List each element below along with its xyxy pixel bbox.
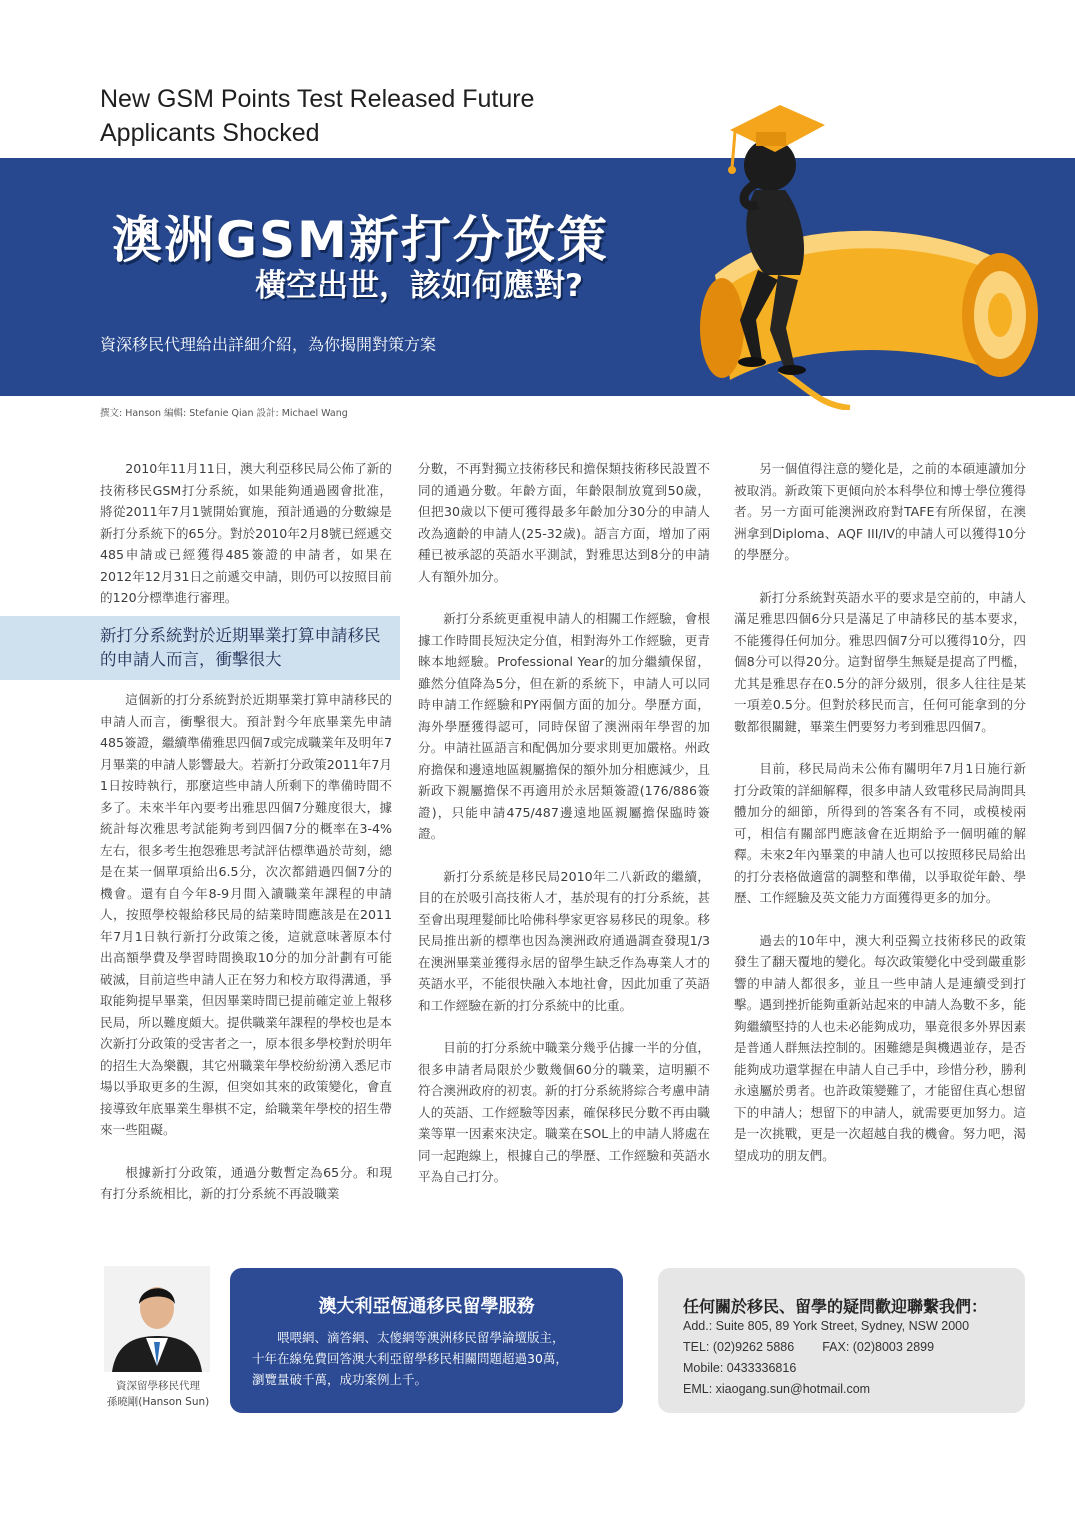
agent-name: 孫曉剛(Hanson Sun) <box>106 1396 210 1408</box>
english-title-line2: Applicants Shocked <box>100 119 320 147</box>
contact-title: 任何關於移民、留學的疑問歡迎聯繫我們： <box>683 1297 988 1316</box>
article-column-3 <box>734 458 1026 1187</box>
agent-title: 資深留學移民代理 <box>116 1380 200 1392</box>
contact-tel: TEL: (02)9262 5886 <box>683 1340 795 1354</box>
pull-quote: 新打分系統對於近期畢業打算申請移民的申請人而言，衝擊很大 <box>100 626 381 669</box>
english-title <box>100 82 620 150</box>
person-portrait-icon <box>104 1266 210 1372</box>
article-column-1-continued <box>100 689 392 1226</box>
contact-details <box>683 1316 969 1400</box>
service-line: 十年在線免費回答澳大利亞留學移民相關問題超過30萬， <box>252 1351 568 1366</box>
tagline: 資深移民代理給出詳細介紹，為你揭開對策方案 <box>100 335 437 354</box>
credits-line: 撰文: Hanson 編輯: Stefanie Qian 設計: Michael Wang <box>100 408 348 419</box>
service-description <box>252 1327 606 1390</box>
paragraph: 分數，不再對獨立技術移民和擔保類技術移民設置不同的通過分數。年齡方面，年齡限制放寬到50歲，但把30歲以下便可獲得最多年齡加分30分的申請人改為適齡的申請人(25-32歲)。語言方面，增加了兩種已被承認的英語水平測試，對雅思达到8分的申請人有額外加分。 <box>418 461 710 584</box>
contact-mobile: Mobile: 0433336816 <box>683 1361 797 1375</box>
service-line: 瀏覽量破千萬，成功案例上千。 <box>252 1372 428 1387</box>
subheadline: 橫空出世，該如何應對? <box>255 268 583 304</box>
paragraph: 目前，移民局尚未公佈有關明年7月1日施行新打分政策的詳細解釋，很多申請人致電移民局詢問具體加分的細節，所得到的答案各有不同，或模棱兩可，相信有關部門應該會在近期給予一個明確的解釋。未來2年內畢業的申請人也可以按照移民局給出的打分表格做適當的調整和準備，以爭取從年齡、學歷、工作經驗及英文能力方面獲得更多的加分。 <box>734 761 1026 905</box>
contact-address: Add.: Suite 805, 89 York Street, Sydney, NSW 2000 <box>683 1319 970 1333</box>
paragraph: 這個新的打分系統對於近期畢業打算申請移民的申請人而言，衝擊很大。預計對今年底畢業先申請485簽證，繼續準備雅思四個7或完成職業年及明年7月畢業的申請人影響最大。若新打分政策2011年7月1日按時執行，那麼這些申請人所剩下的準備時間不多了。未來半年內要考出雅思四個7分難度很大，據統計每次雅思考試能夠考到四個7分的概率在3-4%左右，很多考生抱怨雅思考試評估標準過於苛刻，總是在某一個單項給出6.5分，次次都錯過四個7分的機會。還有自今年8-9月間入讀職業年課程的申請人，按照學校報給移民局的結業時間應該是在2011年7月1日執行新打分政策之後，這就意味著原本付出高額學費及學習時間換取10分的加分計劃有可能破滅，目前這些申請人正在努力和校方取得溝通，爭取能夠提早畢業，但因畢業時間已提前確定並上報移民局，所以難度頗大。提供職業年課程的學校也是本次新打分政策的受害者之一，原本很多學校對於明年的招生大為樂觀，其它州職業年學校紛紛湧入悉尼市場以爭取更多的生源，但突如其來的政策變化，會直接導致年底畢業生舉棋不定，給職業年學校的招生帶來一些阻礙。 <box>100 692 392 1137</box>
paragraph: 新打分系統對英語水平的要求是空前的，申請人滿足雅思四個6分只是滿足了申請移民的基本要求，不能獲得任何加分。雅思四個7分可以獲得10分，四個8分可以得20分。這對留學生無疑是提高了門檻，尤其是雅思存在0.5分的評分級別，很多人往往是某一項差0.5分。但對於移民而言，任何可能拿到的分數都很關鍵，畢業生們要努力考到雅思四個7。 <box>734 589 1026 734</box>
service-title: 澳大利亞恆通移民留學服務 <box>318 1296 535 1317</box>
contact-email[interactable]: EML: xiaogang.sun@hotmail.com <box>683 1382 871 1396</box>
article-column-1 <box>100 458 392 630</box>
paragraph: 過去的10年中，澳大利亞獨立技術移民的政策發生了翻天覆地的變化。每次政策變化中受到嚴重影響的申請人都很多，並且一些申請人是連續受到打擊。遇到挫折能夠重新站起來的申請人為數不多，能夠繼續堅持的人也未必能夠成功，畢竟很多外界因素是普通人群無法控制的。困難總是與機遇並存，是否能夠成功還掌握在申請人自己手中，珍惜分秒，勝利永遠屬於勇者。也許政策變難了，才能留住真心想留下的申請人；想留下的申請人，就需要更加努力。這是一次挑戰，更是一次超越自我的機會。努力吧，渴望成功的朋友們。 <box>734 932 1026 1163</box>
paragraph: 根據新打分政策，通過分數暫定為65分。和現有打分系統相比，新的打分系統不再設職業 <box>100 1164 392 1201</box>
graduate-scroll-illustration <box>660 70 1075 410</box>
contact-fax: FAX: (02)8003 2899 <box>822 1340 935 1354</box>
paragraph: 新打分系統是移民局2010年二八新政的繼續，目的在於吸引高技術人才，基於現有的打分系統，甚至會出現理髮師比哈佛科學家更容易移民的現象。移民局推出新的標準也因為澳洲政府通過調查發現1/3在澳洲畢業並獲得永居的留學生缺乏作為專業人才的英語水平，不能很快融入本地社會，因此加重了英語和工作經驗在新的打分系統中的比重。 <box>418 868 710 1013</box>
headline: 澳洲GSM新打分政策 <box>112 211 609 269</box>
agent-caption <box>96 1378 220 1410</box>
paragraph: 新打分系統更重視申請人的相關工作經驗，會根據工作時間長短決定分值，相對海外工作經驗，更青睞本地經驗。Professional Year的加分繼續保留，雖然分值降為5分，但在新的系統下，申請人可以同時申請工作經驗和PY兩個方面的加分。學歷方面，海外學歷獲得認可，同時保留了澳洲兩年學習的加分。申請社區語言和配偶加分要求則更加嚴格。州政府擔保和邊遠地區親屬擔保的額外加分相應減少，且新政下親屬擔保不再適用於永居類簽證(176/886簽證)，只能申請475/487邊遠地區親屬擔保臨時簽證。 <box>418 611 710 841</box>
article-column-2 <box>418 458 710 1209</box>
agent-photo <box>104 1266 210 1372</box>
paragraph: 目前的打分系統中職業分幾乎佔據一半的分值，很多申請者局限於少數幾個60分的職業，這明顯不符合澳洲政府的初衷。新的打分系統將綜合考慮申請人的英語、工作經驗等因素，確保移民分數不再由職業等單一因素來決定。職業在SOL上的申請人將處在同一起跑線上，根據自己的學歷、工作經驗和英語水平為自己打分。 <box>418 1040 710 1184</box>
paragraph: 另一個值得注意的變化是，之前的本碩連讀加分被取消。新政策下更傾向於本科學位和博士學位獲得者。另一方面可能澳洲政府對TAFE有所保留，在澳洲拿到Diploma、AQF III/IV的申請人可以獲得10分的學歷分。 <box>734 461 1026 562</box>
contact-phone-row <box>683 1337 969 1358</box>
english-title-line1: New GSM Points Test Released Future <box>100 85 535 113</box>
paragraph: 2010年11月11日，澳大利亞移民局公佈了新的技術移民GSM打分系統，如果能夠通過國會批准，將從2011年7月1號開始實施，預計通過的分數線是新打分系統下的65分。對於2010年2月8號已經遞交485申請或已經獲得485簽證的申請者，如果在2012年12月31日之前遞交申請，則仍可以按照目前的120分標準進行審理。 <box>100 461 392 605</box>
service-line: 喂喂網、滴答網、太傻網等澳洲移民留學論壇版主， <box>277 1330 565 1345</box>
